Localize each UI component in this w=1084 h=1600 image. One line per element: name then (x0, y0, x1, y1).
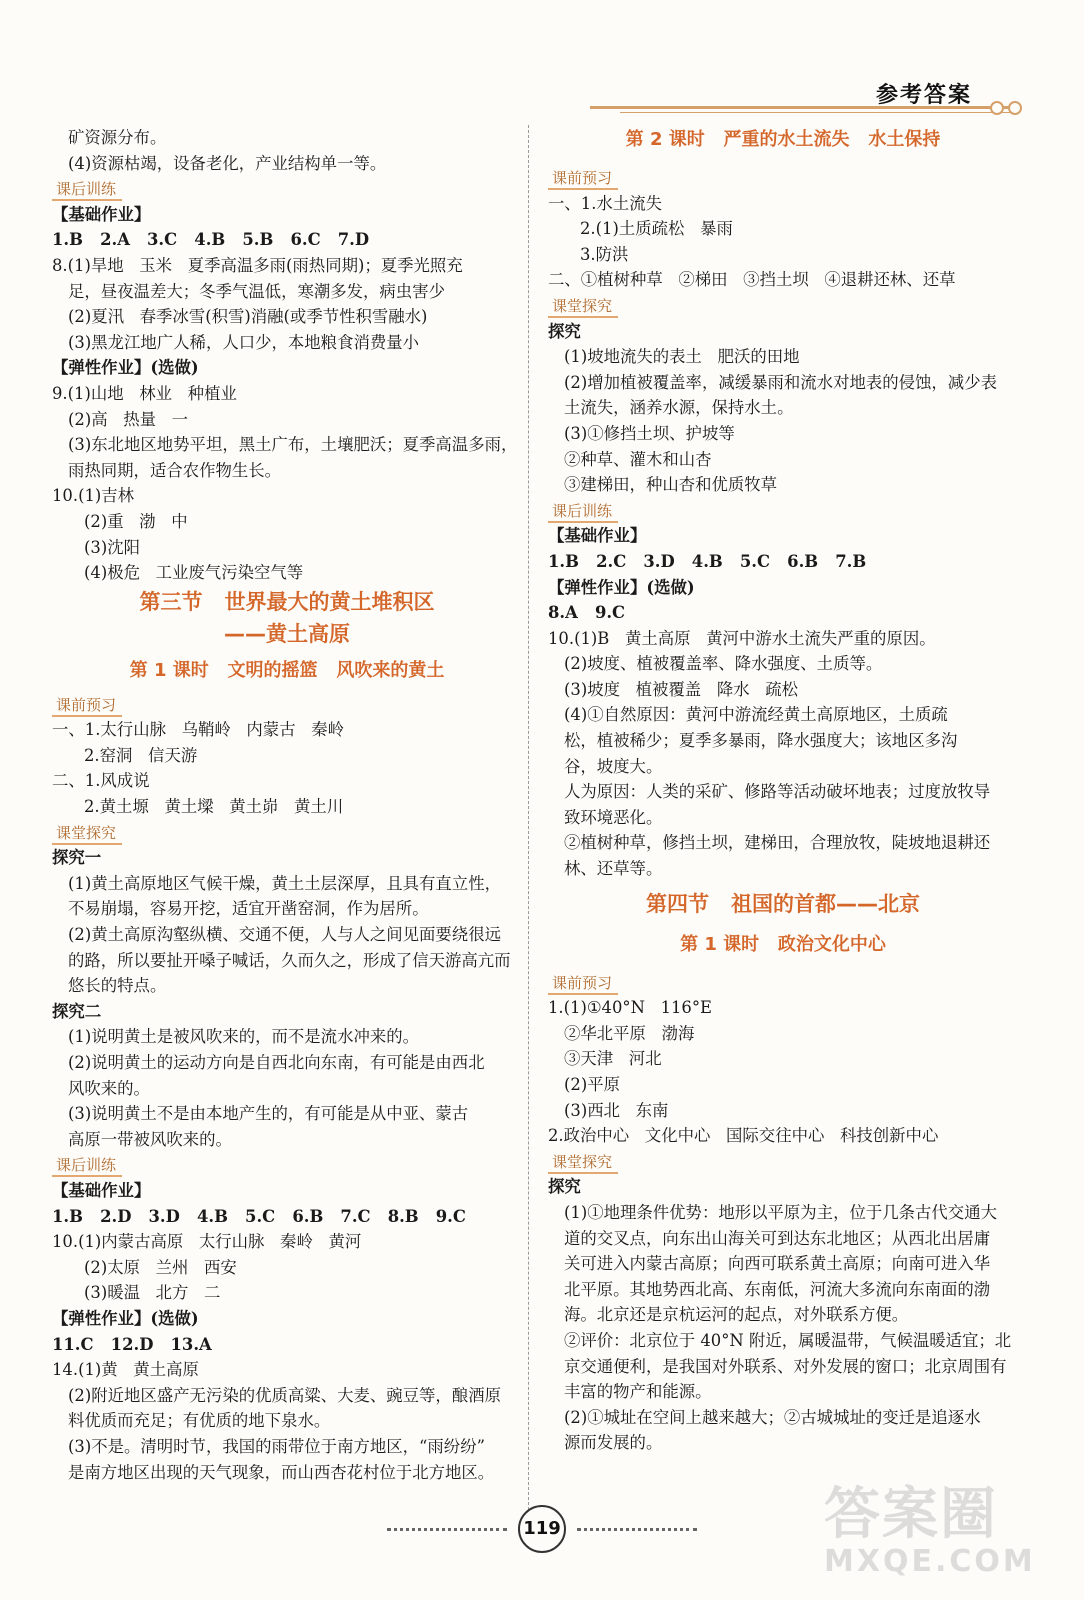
answer-line: 1.(1)①40°N 116°E (548, 998, 713, 1018)
answer-line: 致环境恶化。 (564, 807, 663, 827)
section-tag-label: 课后训练 (52, 179, 122, 201)
section-tag (52, 820, 522, 846)
answer-line: (3)西北 东南 (564, 1100, 669, 1120)
answer-line: 松，植被稀少；夏季多暴雨，降水强度大；该地区多沟 (564, 731, 958, 751)
answer-line: 二、1.风成说 (52, 771, 150, 791)
answer-line: (4)①自然原因：黄河中游流经黄土高原地区，土质疏 (564, 705, 948, 725)
answer-line: 关可进入内蒙古高原；向西可联系黄土高原；向南可进入华 (564, 1254, 991, 1274)
spacer (548, 960, 1018, 970)
section-tag-label: 课后训练 (52, 1155, 122, 1177)
answer-line: (2)平原 (564, 1075, 620, 1094)
answer-line: 8.(1)旱地 玉米 夏季高温多雨(雨热同期)；夏季光照充 (52, 255, 463, 275)
page-number: 119 (518, 1505, 566, 1553)
header-rule-thin (620, 112, 1014, 113)
lesson-title: 第 1 课时 政治文化中心 (680, 933, 886, 955)
answer-line: (2)夏汛 春季冰雪(积雪)消融(或季节性积雪融水) (68, 307, 428, 327)
lesson-title: 第 1 课时 文明的摇篮 风吹来的黄土 (129, 659, 445, 681)
answer-line: (4)资源枯竭，设备老化，产业结构单一等。 (68, 153, 387, 173)
answer-line: 林、还草等。 (564, 859, 663, 879)
subheading: 【基础作业】 (52, 204, 151, 224)
section-title: 第四节 祖国的首都——北京 (646, 891, 920, 916)
subheading: 探究 (548, 1177, 581, 1197)
section-tag (548, 498, 1018, 524)
answer-line: 1.B 2.A 3.C 4.B 5.B 6.C 7.D (52, 230, 370, 250)
answer-line: 道的交叉点，向东出山海关可到达东北地区；从西北出居庸 (564, 1228, 991, 1248)
answer-line: (2)①城址在空间上越来越大；②古城城址的变迁是追逐水 (564, 1407, 981, 1427)
subheading: 探究 (548, 321, 581, 341)
subheading: 探究一 (52, 848, 102, 868)
answer-line: 风吹来的。 (68, 1078, 150, 1098)
answer-line: (2)高 热量 一 (68, 409, 189, 429)
answer-line: (3)说明黄土不是由本地产生的，有可能是从中亚、蒙古 (68, 1104, 469, 1124)
answer-line: 高原一带被风吹来的。 (68, 1129, 232, 1149)
answer-line: 2.黄土塬 黄土墚 黄土峁 黄土川 (84, 797, 344, 817)
section-tag-label: 课堂探究 (548, 296, 618, 318)
answer-line: (3)黑龙江地广人稀，人口少，本地粮食消费量小 (68, 332, 420, 352)
answer-line: 丰富的物产和能源。 (564, 1382, 712, 1402)
answer-line: ②种草、灌木和山杏 (564, 449, 712, 469)
answer-line: 雨热同期，适合农作物生长。 (68, 460, 282, 480)
answer-line: 3.防洪 (580, 244, 629, 264)
column-divider (528, 125, 529, 1515)
subheading: 【弹性作业】(选做) (52, 1308, 199, 1328)
watermark-cn: 答案圈 (824, 1482, 998, 1547)
header-title: 参考答案 (875, 83, 972, 108)
answer-line: 是南方地区出现的天气现象，而山西杏花村位于北方地区。 (68, 1462, 495, 1482)
answer-line: 土流失，涵养水源，保持水土。 (564, 398, 794, 418)
answer-line: 10.(1)B 黄土高原 黄河中游水土流失严重的原因。 (548, 628, 936, 648)
answer-line: 10.(1)内蒙古高原 太行山脉 秦岭 黄河 (52, 1232, 362, 1252)
answer-line: (2)太原 兰州 西安 (84, 1257, 237, 1277)
section-tag (548, 165, 1018, 191)
answer-line: 海。北京还是京杭运河的起点，对外联系方便。 (564, 1305, 909, 1325)
answer-line: (3)不是。清明时节，我国的雨带位于南方地区，“雨纷纷” (68, 1436, 485, 1456)
lesson-title: 第 2 课时 严重的水土流失 水土保持 (625, 129, 941, 150)
answer-line: (4)极危 工业废气污染空气等 (84, 563, 304, 583)
answer-line: 谷，坡度大。 (564, 756, 663, 776)
answer-line: (2)黄土高原沟壑纵横、交通不便，人与人之间见面要绕很远 (68, 925, 501, 945)
section-tag (52, 692, 522, 718)
section-tag (548, 970, 1018, 996)
answer-line: 北平原。其地势西北高、东南低，河流大多流向东南面的渤 (564, 1279, 991, 1299)
answer-line: (2)增加植被覆盖率，减缓暴雨和流水对地表的侵蚀，减少表 (564, 372, 997, 392)
spacer (548, 155, 1018, 165)
subheading: 【弹性作业】(选做) (52, 358, 199, 378)
answer-line: ②华北平原 渤海 (564, 1023, 695, 1043)
section-tag-label: 课前预习 (52, 695, 122, 717)
answer-line: (1)坡地流失的表土 肥沃的田地 (564, 347, 800, 367)
header-rule (590, 106, 1014, 109)
watermark-logo (824, 1470, 1054, 1580)
answer-line: (3)沈阳 (84, 537, 140, 557)
section-tag-label: 课后训练 (548, 501, 618, 523)
answer-line: 14.(1)黄 黄土高原 (52, 1360, 199, 1380)
answer-line: 的路，所以要扯开嗓子喊话，久而久之，形成了信天游高亢而 (68, 950, 511, 970)
section-tag-label: 课堂探究 (52, 823, 122, 845)
subheading: 【基础作业】 (548, 526, 647, 546)
answer-line: (2)重 渤 中 (84, 511, 188, 531)
subheading: 【基础作业】 (52, 1180, 151, 1200)
footer-dots-left (387, 1528, 507, 1531)
answer-line: ③天津 河北 (564, 1049, 662, 1069)
answer-line: (1)黄土高原地区气候干燥，黄土土层深厚，且具有直立性， (68, 873, 501, 893)
answer-line: (3)①修挡土坝、护坡等 (564, 423, 735, 443)
section-tag-label: 课前预习 (548, 973, 618, 995)
footer-dots-right (577, 1528, 697, 1531)
answer-line: (3)坡度 植被覆盖 降水 疏松 (564, 679, 799, 699)
answer-line: ③建梯田，种山杏和优质牧草 (564, 475, 778, 495)
answer-line: (1)说明黄土是被风吹来的，而不是流水冲来的。 (68, 1027, 420, 1047)
answer-line: (3)暖温 北方 二 (84, 1283, 221, 1303)
answer-line: 2.(1)土质疏松 暴雨 (580, 219, 733, 239)
section-title: 第三节 世界最大的黄土堆积区 (139, 589, 435, 614)
section-tag-label: 课前预习 (548, 168, 618, 190)
answer-line: ②植树种草，修挡土坝，建梯田，合理放牧，陡坡地退耕还 (564, 833, 991, 853)
answer-line: 8.A 9.C (548, 603, 626, 623)
section-title: ——黄土高原 (224, 621, 350, 646)
answer-line: 京交通便利，是我国对外联系、对外发展的窗口；北京周围有 (564, 1356, 1007, 1376)
answer-line: 二、①植树种草 ②梯田 ③挡土坝 ④退耕还林、还草 (548, 270, 956, 290)
left-column (52, 125, 522, 1485)
header-dot (990, 101, 1004, 115)
answer-line: 源而发展的。 (564, 1433, 663, 1453)
answer-line: (1)①地理条件优势：地形以平原为主，位于几条古代交通大 (564, 1202, 997, 1222)
answer-line: 1.B 2.C 3.D 4.B 5.C 6.B 7.B (548, 551, 867, 571)
answer-line: 9.(1)山地 林业 种植业 (52, 383, 237, 403)
answer-line: 2.窑洞 信天游 (84, 745, 198, 765)
answer-line: (2)说明黄土的运动方向是自西北向东南，有可能是由西北 (68, 1053, 485, 1072)
answer-line: 矿资源分布。 (68, 128, 167, 147)
watermark-en: MXQE.COM (824, 1544, 1036, 1579)
answer-line: ②评价：北京位于 40°N 附近，属暖温带，气候温暖适宜；北 (564, 1330, 1012, 1350)
answer-line: 2.政治中心 文化中心 国际交往中心 科技创新中心 (548, 1126, 939, 1146)
answer-line: (2)坡度、植被覆盖率、降水强度、土质等。 (564, 654, 883, 674)
section-tag-label: 课堂探究 (548, 1152, 618, 1174)
answer-line: (3)东北地区地势平坦，黑土广布，土壤肥沃；夏季高温多雨， (68, 435, 518, 455)
right-column (548, 125, 1018, 1456)
section-tag (548, 293, 1018, 319)
subheading: 【弹性作业】(选做) (548, 577, 695, 597)
answer-line: 一、1.水土流失 (548, 193, 662, 213)
subheading: 探究二 (52, 1001, 102, 1021)
answer-line: 人为原因：人类的采矿、修路等活动破坏地表；过度放牧导 (564, 782, 991, 802)
answer-line: 11.C 12.D 13.A (52, 1334, 212, 1354)
spacer (548, 920, 1018, 930)
answer-line: (2)附近地区盛产无污染的优质高粱、大麦、豌豆等，酿酒原 (68, 1385, 501, 1405)
header-dot (1008, 101, 1022, 115)
answer-line: 一、1.太行山脉 乌鞘岭 内蒙古 秦岭 (52, 720, 344, 740)
answer-line: 1.B 2.D 3.D 4.B 5.C 6.B 7.C 8.B 9.C (52, 1206, 466, 1226)
section-tag (52, 1152, 522, 1178)
answer-line: 10.(1)吉林 (52, 486, 135, 506)
answer-line: 不易崩塌，容易开挖，适宜开凿窑洞，作为居所。 (68, 899, 429, 919)
answer-line: 悠长的特点。 (68, 976, 167, 996)
section-tag (52, 176, 522, 202)
answer-line: 料优质而充足；有优质的地下泉水。 (68, 1411, 331, 1431)
section-tag (548, 1149, 1018, 1175)
answer-line: 足，昼夜温差大；冬季气温低，寒潮多发，病虫害少 (68, 281, 445, 301)
